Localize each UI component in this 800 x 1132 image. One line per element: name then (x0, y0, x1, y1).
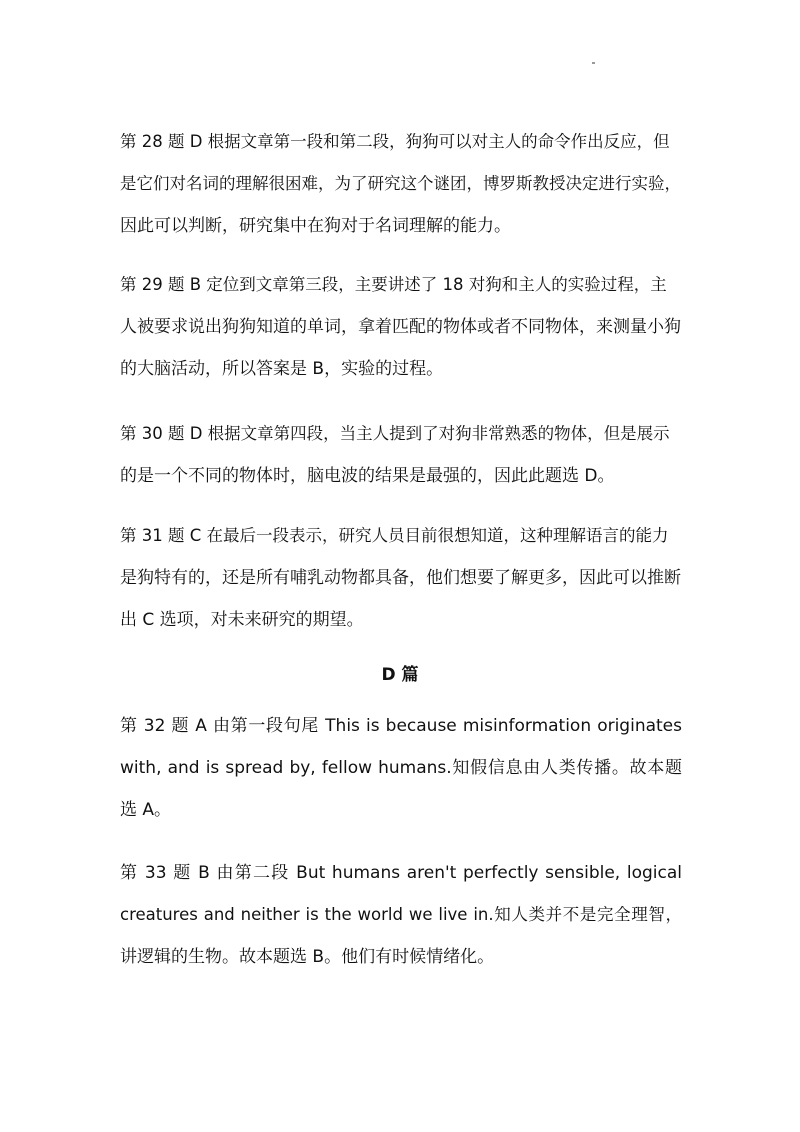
text-line: 讲逻辑的生物。故本题选 B。他们有时候情绪化。 (120, 947, 495, 967)
answer-paragraph-q29 (120, 264, 682, 390)
text-line: 的大脑活动，所以答案是 B，实验的过程。 (120, 359, 444, 379)
answer-paragraph-q33 (120, 852, 682, 978)
answer-paragraph-q31 (120, 515, 682, 641)
text-line: 选 A。 (120, 800, 172, 820)
answer-paragraph-q30 (120, 413, 682, 497)
text-line: 的是一个不同的物体时，脑电波的结果是最强的，因此此题选 D。 (120, 466, 615, 486)
text-line: 第 29 题 B 定位到文章第三段，主要讲述了 18 对狗和主人的实验过程，主 (120, 275, 667, 294)
text-line: 因此可以判断，研究集中在狗对于名词理解的能力。 (120, 216, 511, 236)
text-line: 第 32 题 A 由第一段句尾 This is because misinformation originates (120, 716, 682, 736)
text-line: creatures and neither is the world we live in.知人类并不是完全理智， (120, 905, 682, 924)
text-line: 第 28 题 D 根据文章第一段和第二段，狗狗可以对主人的命令作出反应，但 (120, 132, 670, 151)
answer-paragraph-q32 (120, 705, 682, 831)
text-line: 人被要求说出狗狗知道的单词，拿着匹配的物体或者不同物体，来测量小狗 (120, 317, 681, 337)
text-line: with, and is spread by, fellow humans.知假信息由人类传播。故本题 (120, 758, 682, 778)
text-line: 第 30 题 D 根据文章第四段，当主人提到了对狗非常熟悉的物体，但是展示 (120, 424, 670, 443)
text-line: 出 C 选项，对未来研究的期望。 (120, 610, 364, 630)
page-corner-mark (592, 62, 595, 64)
text-line: 是它们对名词的理解很困难，为了研究这个谜团，博罗斯教授决定进行实验， (120, 174, 681, 193)
text-line: 第 33 题 B 由第二段 But humans aren't perfectly sensible, logical (120, 863, 682, 883)
text-line: 是狗特有的，还是所有哺乳动物都具备，他们想要了解更多，因此可以推断 (120, 568, 681, 588)
text-line: 第 31 题 C 在最后一段表示，研究人员目前很想知道，这种理解语言的能力 (120, 526, 669, 545)
answer-paragraph-q28 (120, 121, 682, 247)
section-title: D 篇 (381, 665, 419, 685)
